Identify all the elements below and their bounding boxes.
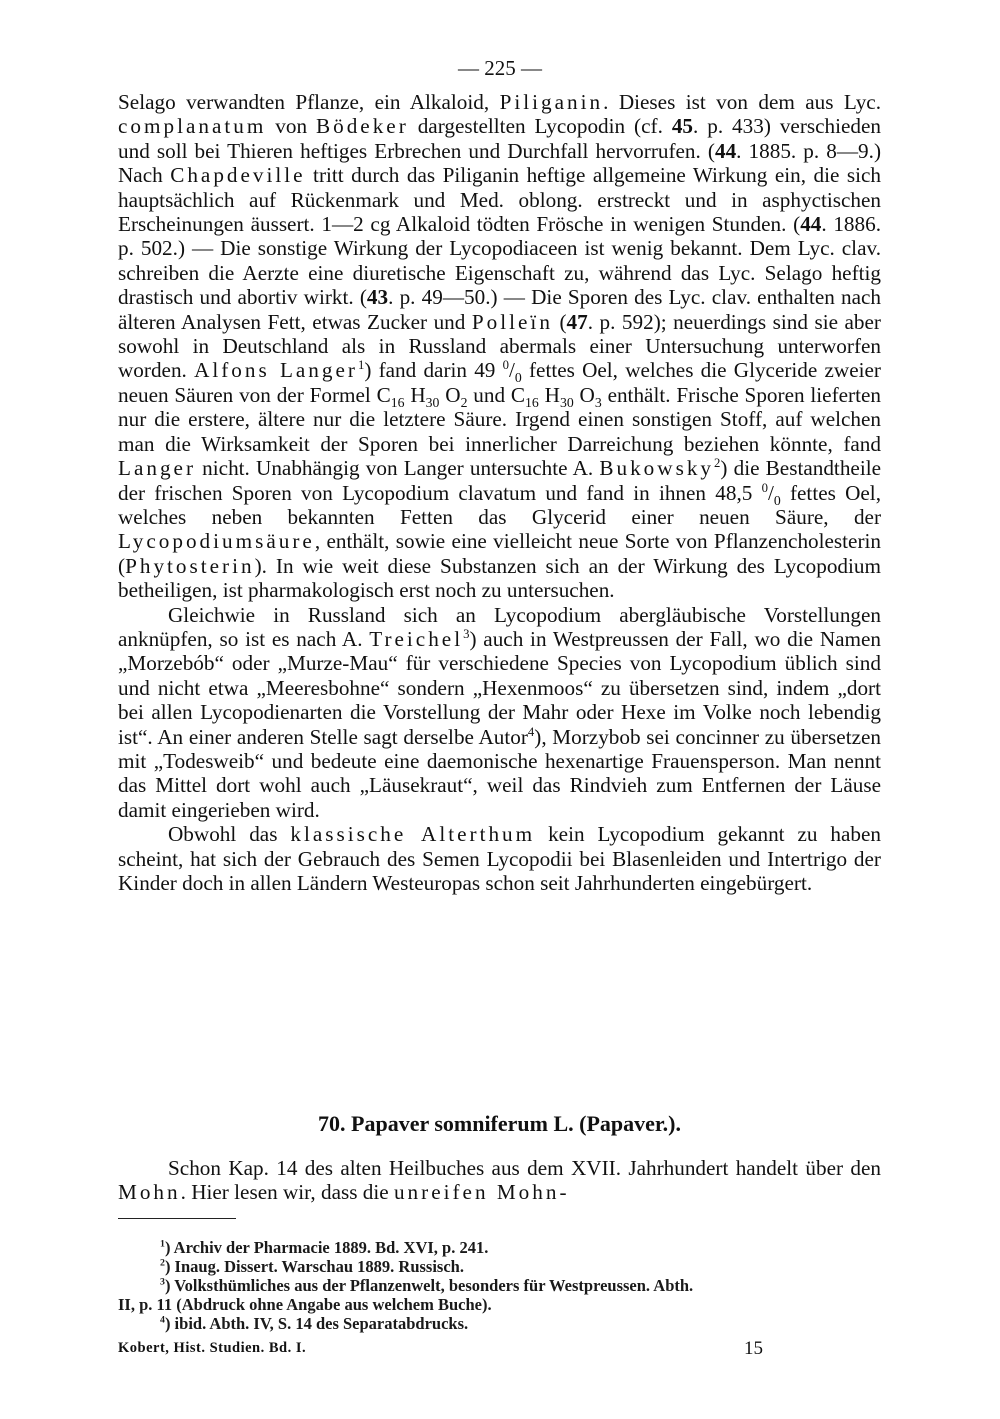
- text-run: . p. 433) verschieden und soll bei Thieren heftiges Erbrechen und Durchfall hervorrufen. (: [118, 114, 882, 163]
- footnote-mark: 4: [160, 1314, 165, 1326]
- text-run: . 1885. p. 8—9.) Nach: [118, 138, 881, 188]
- formula-subscript: 2: [460, 395, 468, 411]
- text-run: ) auch in Westpreussen der Fall, wo die Namen „Morzebób“ oder „Murze-Mau“ für verschiedene Species von Lycopodium üblich sind und nicht etwa „Meeresbohne“ sondern „Hexenmoos“ zu übersetzen sind, indem „dort bei allen Lycopodienarten die Vorstellung der Mahr oder Hexe im Volke noch lebendig ist“. An einer anderen Stelle sagt derselbe Autor: [118, 626, 881, 749]
- percent-slash: /: [508, 358, 515, 383]
- page-number: — 225 —: [458, 56, 542, 80]
- spaced-term: unreifen Mohn-: [393, 1180, 570, 1205]
- text-run: . Dieses ist von dem aus Lyc.: [603, 90, 882, 114]
- percent-sup: 0: [761, 480, 768, 495]
- text-run: H: [404, 382, 426, 407]
- formula-subscript: 16: [390, 395, 405, 411]
- text-run: O: [439, 382, 461, 407]
- spaced-term: Phytosterin: [125, 553, 255, 578]
- paragraph-2: [118, 603, 881, 823]
- ref-number: 44: [714, 138, 737, 163]
- text-run: dargestellten Lycopodin (cf.: [408, 114, 672, 139]
- signature-line: Kobert, Hist. Studien. Bd. I.: [118, 1340, 307, 1356]
- spaced-term: klassische Alterthum: [290, 822, 536, 847]
- text-run: enthält. Frische Sporen lieferten nur die erstere, ältere nur die letztere Säure. Irgend einen sonstigen Stoff, auf welchen man die Wirksamkeit der Sporen bei innerlicher Darreichung beziehen könnte, fand: [118, 382, 881, 456]
- footnote-text: II, p. 11 (Abdruck ohne Angabe aus welchem Buche).: [118, 1295, 492, 1314]
- spaced-term: Bödeker: [315, 114, 409, 139]
- spaced-term: Chapdeville: [170, 163, 306, 188]
- section-heading: 70. Papaver somniferum L. (Papaver.).: [318, 1111, 681, 1136]
- formula-subscript: 30: [559, 395, 574, 411]
- text-run: O: [573, 382, 595, 407]
- footnote-mark: 3: [463, 626, 470, 641]
- text-run: ). In wie weit diese Substanzen sich an der Wirkung des Lycopodium betheiligen, ist pharmakologisch erst noch zu untersuchen.: [118, 553, 881, 603]
- text-run: fettes Oel, welches die Glyceride zweier neuen Säuren von der Formel C: [118, 358, 881, 407]
- formula-subscript: 30: [425, 395, 440, 411]
- spaced-term: Bukowsky: [599, 456, 715, 481]
- footnote-mark: 3: [160, 1276, 165, 1288]
- percent-sup: 0: [502, 358, 509, 373]
- footnote-mark: 4: [527, 724, 535, 739]
- text-run: . p. 592); neuerdings sind sie aber sowohl in Deutschland als in Russland abermals einer Untersuchung unterworfen worden.: [118, 309, 881, 383]
- spaced-term: Treichel: [369, 626, 464, 651]
- text-run: ) die Bestandtheile der frischen Sporen von Lycopodium clavatum und fand in ihnen 48,5: [118, 456, 881, 505]
- signature-number: 15: [744, 1338, 763, 1359]
- text-run: (: [552, 309, 567, 334]
- spaced-term: Piliganin: [499, 90, 604, 114]
- text-run: Selago verwandten Pflanze, ein Alkaloid,: [118, 90, 500, 114]
- paragraph-1: [118, 90, 881, 603]
- spaced-term: Mohn: [118, 1180, 181, 1205]
- text-run: , enthält, sowie eine vielleicht neue Sorte von Pflanzencholesterin (: [118, 529, 881, 578]
- text-run: Schon Kap. 14 des alten Heilbuches aus dem XVII. Jahrhundert handelt über den: [168, 1156, 881, 1180]
- text-run: . Hier lesen wir, dass die: [180, 1180, 394, 1205]
- ref-number: 47: [566, 309, 588, 334]
- text-run: ) fand darin 49: [364, 358, 503, 383]
- footnote-text: ) Inaug. Dissert. Warschau 1889. Russisch.: [164, 1257, 464, 1276]
- text-run: . p. 49—50.) — Die Sporen des Lyc. clav. enthalten nach älteren Analysen Fett, etwas Zucker und: [118, 285, 882, 334]
- main-text: [118, 90, 881, 895]
- spaced-term: Langer: [118, 456, 196, 481]
- text-run: tritt durch das Piliganin heftige allgemeine Wirkung ein, die sich hauptsächlich auf Rückenmark und Med. oblong. erstreckt und in asphyctischen Erscheinungen äussert. 1—2 cg Alkaloid tödten Frösche in wenigen Stunden. (: [118, 163, 881, 237]
- text-run: kein Lycopodium gekannt zu haben scheint, hat sich der Gebrauch des Semen Lycopodii bei Blasenleiden und Intertrigo der Kinder doch in allen Ländern Westeuropas schon seit Jahrhunderten eingebürgert.: [118, 822, 882, 895]
- footnote-mark: 1: [357, 358, 365, 373]
- text-run: ), Morzybob sei concinner zu übersetzen mit „Todesweib“ und bedeute eine daemonische hexenartige Frauensperson. Man nennt das Mittel dort wohl auch „Läusekraut“, weil das Rindvieh zum Entfernen der Läuse damit eingerieben wird.: [118, 724, 881, 822]
- text-run: Gleichwie in Russland sich an Lycopodium abergläubische Vorstellungen anknüpfen, so ist es nach A.: [118, 602, 881, 651]
- footnote-3-continued: [118, 1295, 881, 1314]
- ref-number: 43: [366, 285, 389, 310]
- percent-sub: 0: [773, 492, 781, 508]
- footnote-2: [118, 1257, 881, 1276]
- spaced-term: complanatum: [118, 114, 267, 139]
- footnote-divider: [118, 1218, 236, 1219]
- footnote-text: ) ibid. Abth. IV, S. 14 des Separatabdrucks.: [164, 1314, 469, 1333]
- footnote-mark: 2: [160, 1257, 165, 1269]
- ref-number: 45: [671, 114, 693, 139]
- text-run: fettes Oel, welches neben bekannten Fetten das Glycerid einer neuen Säure, der: [118, 480, 881, 529]
- spaced-term: Alfons Langer: [194, 358, 358, 383]
- footnote-mark: 1: [160, 1238, 165, 1250]
- percent-slash: /: [767, 480, 774, 505]
- text-run: . 1886. p. 502.) — Die sonstige Wirkung der Lycopodiaceen ist wenig bekannt. Dem Lyc. clav. schreiben die Aerzte eine diuretische Eigenschaft zu, während das Lyc. Selago heftig drastisch und abortiv wirkt. (: [118, 212, 882, 310]
- footnote-mark: 2: [714, 456, 721, 471]
- paragraph-4: [118, 1156, 881, 1205]
- footnote-text: ) Volksthümliches aus der Pflanzenwelt, besonders für Westpreussen. Abth.: [164, 1276, 694, 1295]
- formula-subscript: 16: [525, 395, 539, 411]
- text-run: und C: [467, 382, 526, 407]
- footnote-text: ) Archiv der Pharmacie 1889. Bd. XVI, p. 241.: [164, 1238, 489, 1257]
- footnotes: [118, 1238, 881, 1333]
- spaced-term: Lycopodiumsäure: [118, 529, 315, 554]
- footnote-1: [118, 1238, 881, 1257]
- paragraph-3: [118, 822, 881, 895]
- percent-sub: 0: [514, 370, 522, 386]
- text-run: H: [538, 382, 560, 407]
- ref-number: 44: [800, 212, 822, 237]
- text-run: Obwohl das: [168, 822, 291, 847]
- footnote-4: [118, 1314, 881, 1333]
- formula-subscript: 3: [594, 395, 602, 411]
- footnote-3: [118, 1276, 881, 1295]
- spaced-term: Polleïn: [471, 309, 553, 334]
- text-run: von: [266, 114, 316, 139]
- text-run: nicht. Unabhängig von Langer untersuchte A.: [196, 456, 600, 481]
